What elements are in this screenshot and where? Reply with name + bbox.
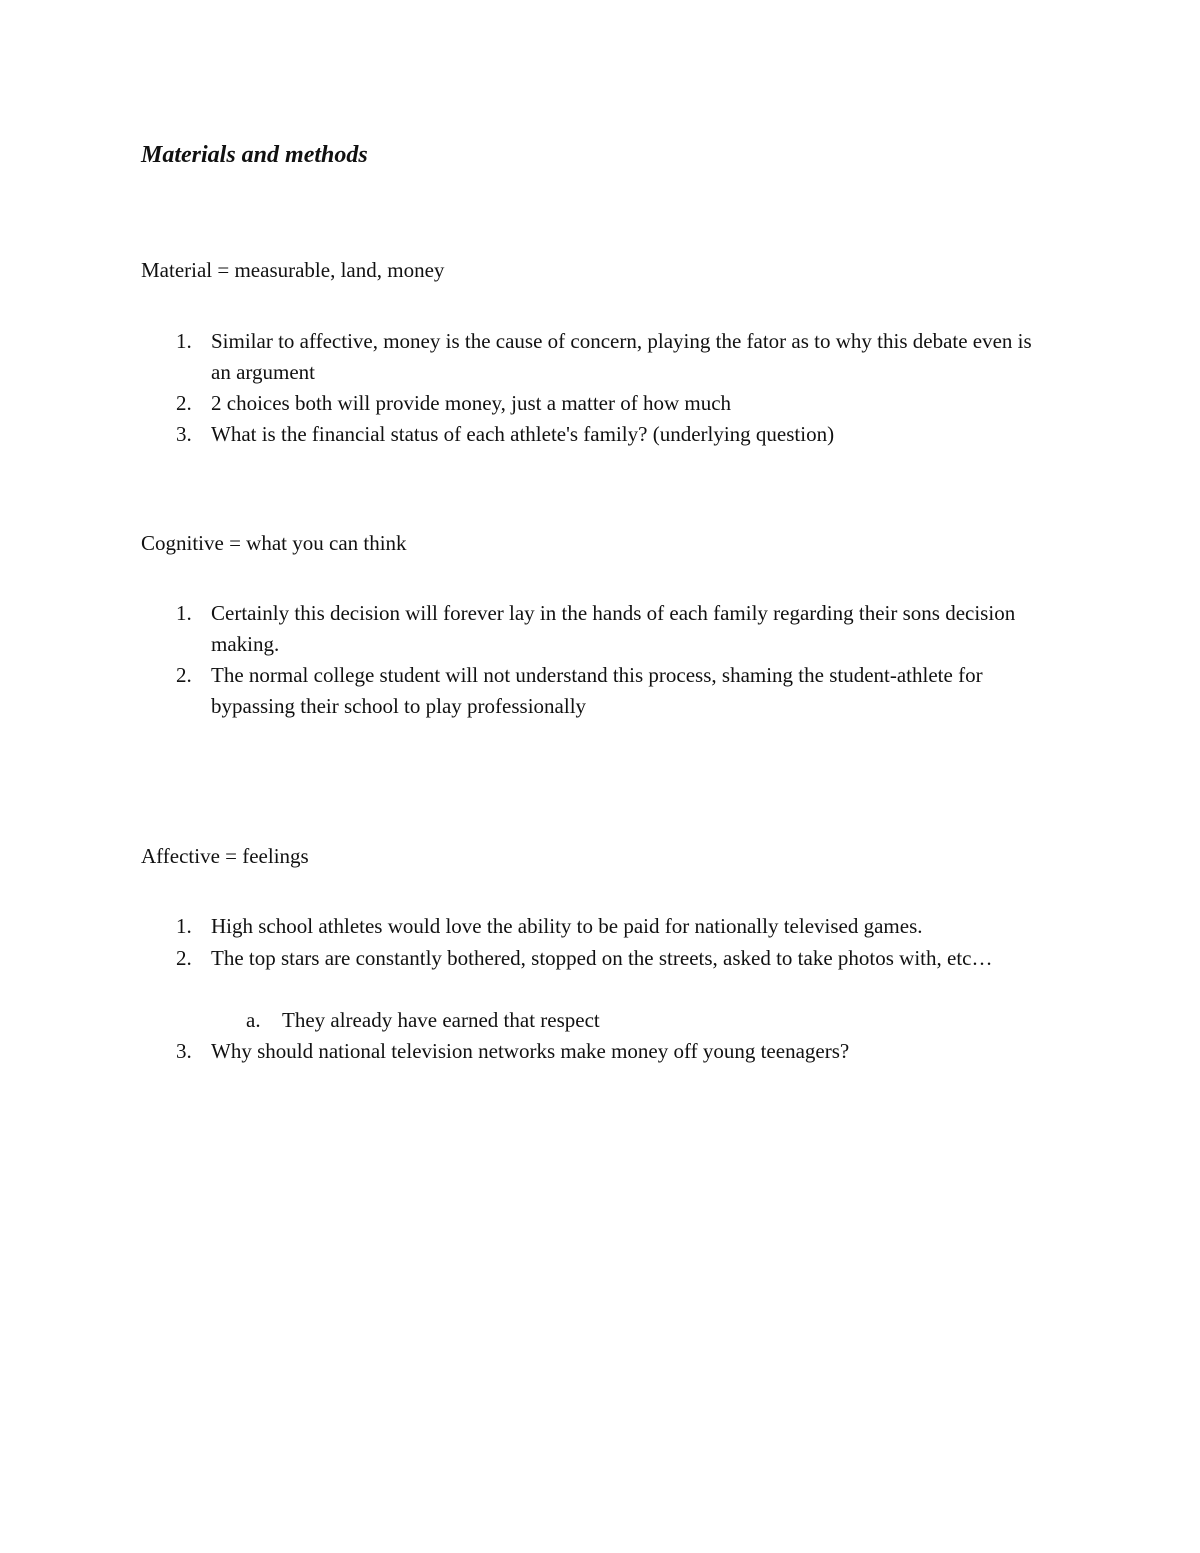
list-item	[176, 419, 1056, 450]
list-item	[176, 660, 1056, 722]
list-number: 1.	[176, 914, 192, 938]
list-item	[176, 326, 1056, 388]
list-text: What is the financial status of each athlete's family? (underlying question)	[211, 422, 835, 446]
list-number: 1.	[176, 329, 192, 353]
list-text: Similar to affective, money is the cause of concern, playing the fator as to why this debate even is an argument	[211, 329, 1032, 384]
list-text: 2 choices both will provide money, just a matter of how much	[211, 391, 732, 415]
list-text: They already have earned that respect	[282, 1008, 600, 1032]
list-number: 3.	[176, 1039, 192, 1063]
list-item	[176, 1036, 1056, 1067]
section-heading-material: Material = measurable, land, money	[141, 258, 445, 282]
list-text: The normal college student will not understand this process, shaming the student-athlete for bypassing their school to play professionally	[211, 663, 983, 718]
list-number: 2.	[176, 946, 192, 970]
list-item	[176, 388, 1056, 419]
list-text: Certainly this decision will forever lay in the hands of each family regarding their sons decision making.	[211, 601, 1016, 656]
list-text: The top stars are constantly bothered, stopped on the streets, asked to take photos with, etc…	[211, 946, 993, 970]
section-heading-affective: Affective = feelings	[141, 844, 309, 868]
list-text: High school athletes would love the ability to be paid for nationally televised games.	[211, 914, 923, 938]
list-number: 2.	[176, 663, 192, 687]
list-item	[176, 911, 1056, 942]
page-title: Materials and methods	[141, 142, 368, 168]
list-number: 2.	[176, 391, 192, 415]
list-item	[176, 598, 1056, 660]
list-letter: a.	[246, 1008, 261, 1032]
list-subitem	[246, 1005, 1056, 1036]
list-number: 3.	[176, 422, 192, 446]
list-item	[176, 943, 1056, 974]
list-text: Why should national television networks make money off young teenagers?	[211, 1039, 850, 1063]
section-heading-cognitive: Cognitive = what you can think	[141, 531, 407, 555]
list-number: 1.	[176, 601, 192, 625]
